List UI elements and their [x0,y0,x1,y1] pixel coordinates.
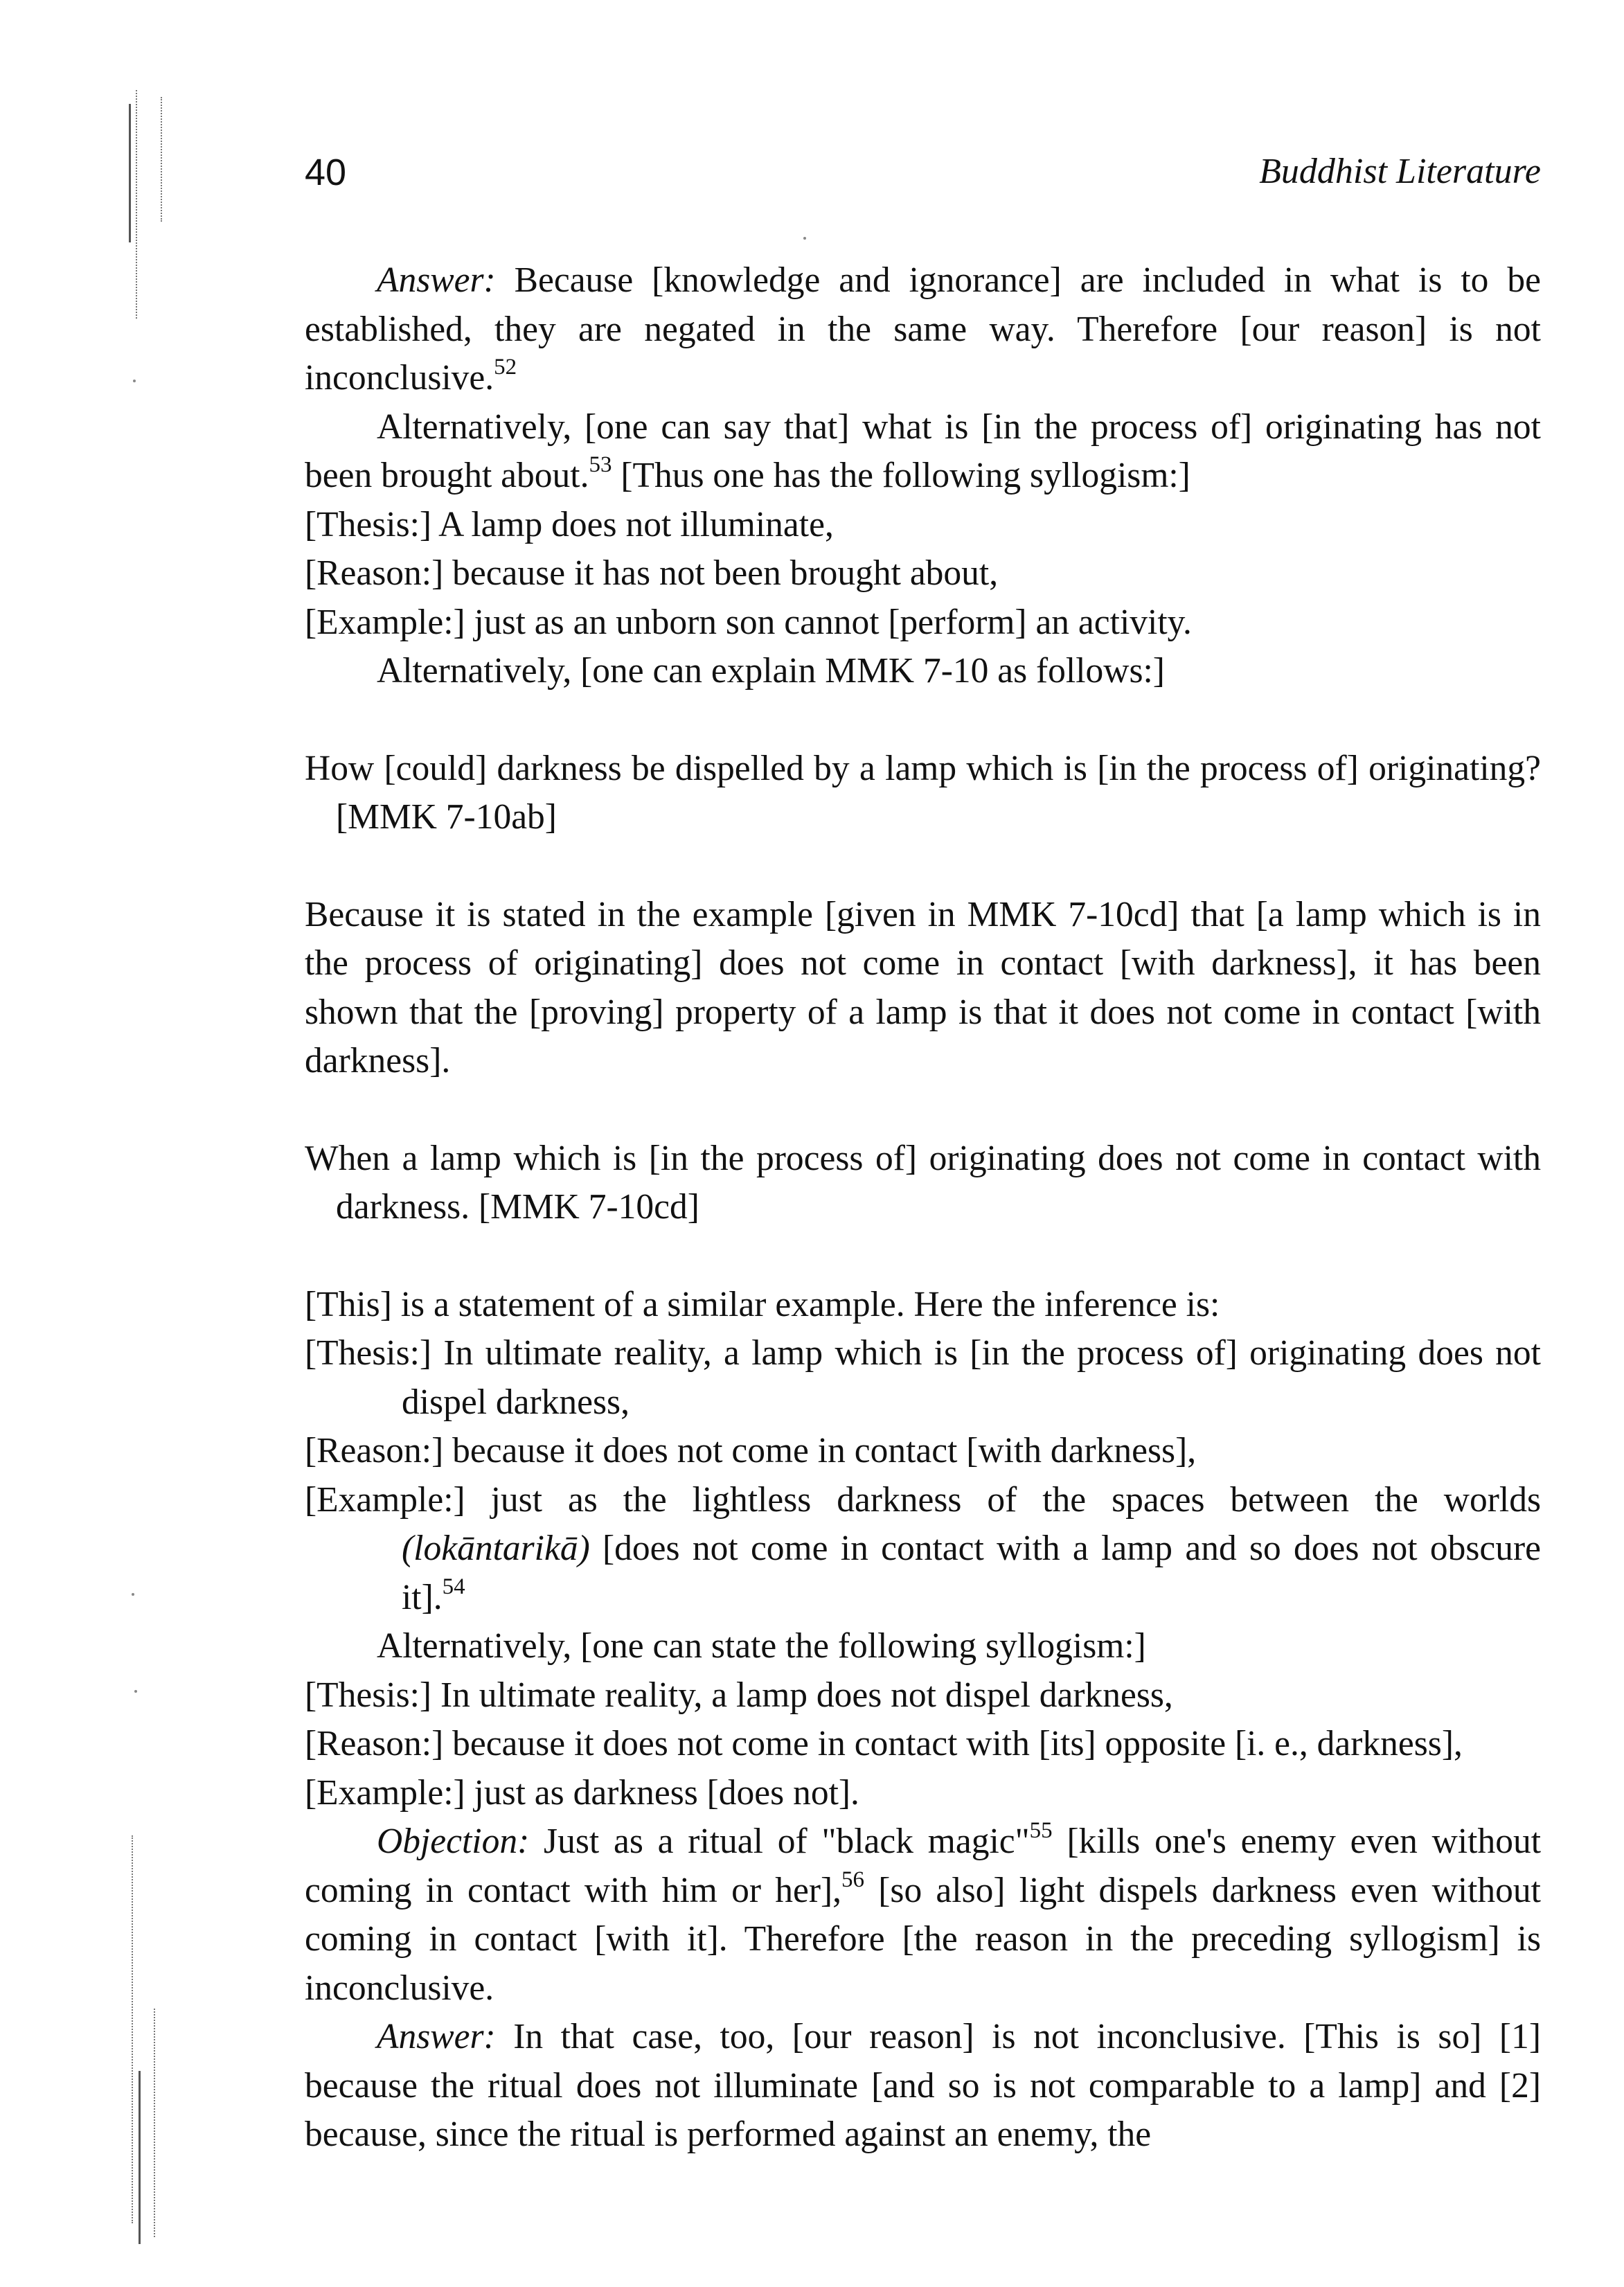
footnote-ref: 55 [1029,1818,1053,1843]
alternative-paragraph-1: Alternatively, [one can say that] what is [in the process of] originating has not been brought about.$^{53}$ [Thus one has the following syllogism:] [305,407,1541,495]
syllogism-reason: [Reason:] because it does not come in contact [with darkness], [305,1431,1197,1470]
page-number: 40 [305,152,347,193]
answer-label: Answer: [377,2017,496,2056]
syllogism-thesis: [Thesis:] In ultimate reality, a lamp which is [in the process of] originating does not dispel darkness, [305,1333,1541,1422]
footnote-ref: 52 [494,355,517,380]
scan-speck [133,380,136,382]
verse-quote-1: How [could] darkness be dispelled by a lamp which is [in the process of] originating? [MMK 7-10ab] [305,748,1541,837]
binding-dots [132,1835,133,2223]
syllogism-example: [Example:] just as an unborn son cannot [perform] an activity. [305,602,1192,642]
binding-dots [136,90,137,319]
binding-shadow [139,2071,141,2244]
syllogism-reason: [Reason:] because it has not been brought about, [305,553,999,593]
verse-quote-2: When a lamp which is [in the process of] originating does not come in contact with darkness. [MMK 7-10cd] [305,1138,1541,1227]
inference-intro: [This] is a statement of a similar example. Here the inference is: [305,1284,1220,1324]
scan-speck [134,1690,137,1693]
syllogism-example: [Example:] just as darkness [does not]. [305,1772,859,1813]
footnote-ref: 54 [442,1574,465,1599]
answer-text: Because [knowledge and ignorance] are included in what is to be established, they are negated in the same way. Therefore [our reason] is not inconclusive. [305,260,1541,398]
answer-paragraph-2: Answer: In that case, too, [our reason] is not inconclusive. [This is so] [1] because the ritual does not illuminate [and so is not comparable to a lamp] and [2] because, since the ritual is performed against an enemy, the [305,2017,1541,2154]
alternative-paragraph-3: Alternatively, [one can state the following syllogism:] [377,1626,1146,1666]
objection-label: Objection: [377,1822,530,1861]
commentary-paragraph: Because it is stated in the example [given in MMK 7-10cd] that [a lamp which is in the process of originating] does not come in contact [with darkness], it has been shown that the [proving] property of a lamp is that it does not come in contact [with darkness]. [305,894,1541,1080]
scan-speck [132,1593,134,1596]
syllogism-thesis: [Thesis:] A lamp does not illuminate, [305,504,834,544]
syllogism-example: [Example:] just as the lightless darkness of the spaces between the worlds (lokāntarikā) [does not come in contact with a lamp and so does not obscure it].$^{54}$ [305,1479,1541,1617]
answer-paragraph-1 [305,256,1541,403]
binding-shadow [129,104,131,242]
footnote-ref: 56 [841,1867,865,1892]
alternative-paragraph-2: Alternatively, [one can explain MMK 7-10 as follows:] [377,651,1165,691]
scan-speck [803,237,806,240]
body-text [305,256,1541,2160]
page-header [305,151,1541,206]
objection-paragraph: Objection: Just as a ritual of "black magic"$^{55}$ [kills one's enemy even without coming in contact with him or her],$^{56}$ [so also] light dispels darkness even without coming in contact [with it]. Therefore [the reason in the preceding syllogism] is inconclusive. [305,1818,1542,2008]
running-title: Buddhist Literature [1259,152,1541,191]
syllogism-reason: [Reason:] because it does not come in contact with [its] opposite [i. e., darkness], [305,1724,1463,1763]
footnote-ref: 53 [589,452,612,477]
binding-dots [161,97,162,222]
syllogism-thesis: [Thesis:] In ultimate reality, a lamp does not dispel darkness, [305,1675,1173,1715]
binding-dots [154,2009,155,2237]
sanskrit-term: (lokāntarikā) [402,1529,590,1568]
answer-label: Answer: [377,260,496,300]
